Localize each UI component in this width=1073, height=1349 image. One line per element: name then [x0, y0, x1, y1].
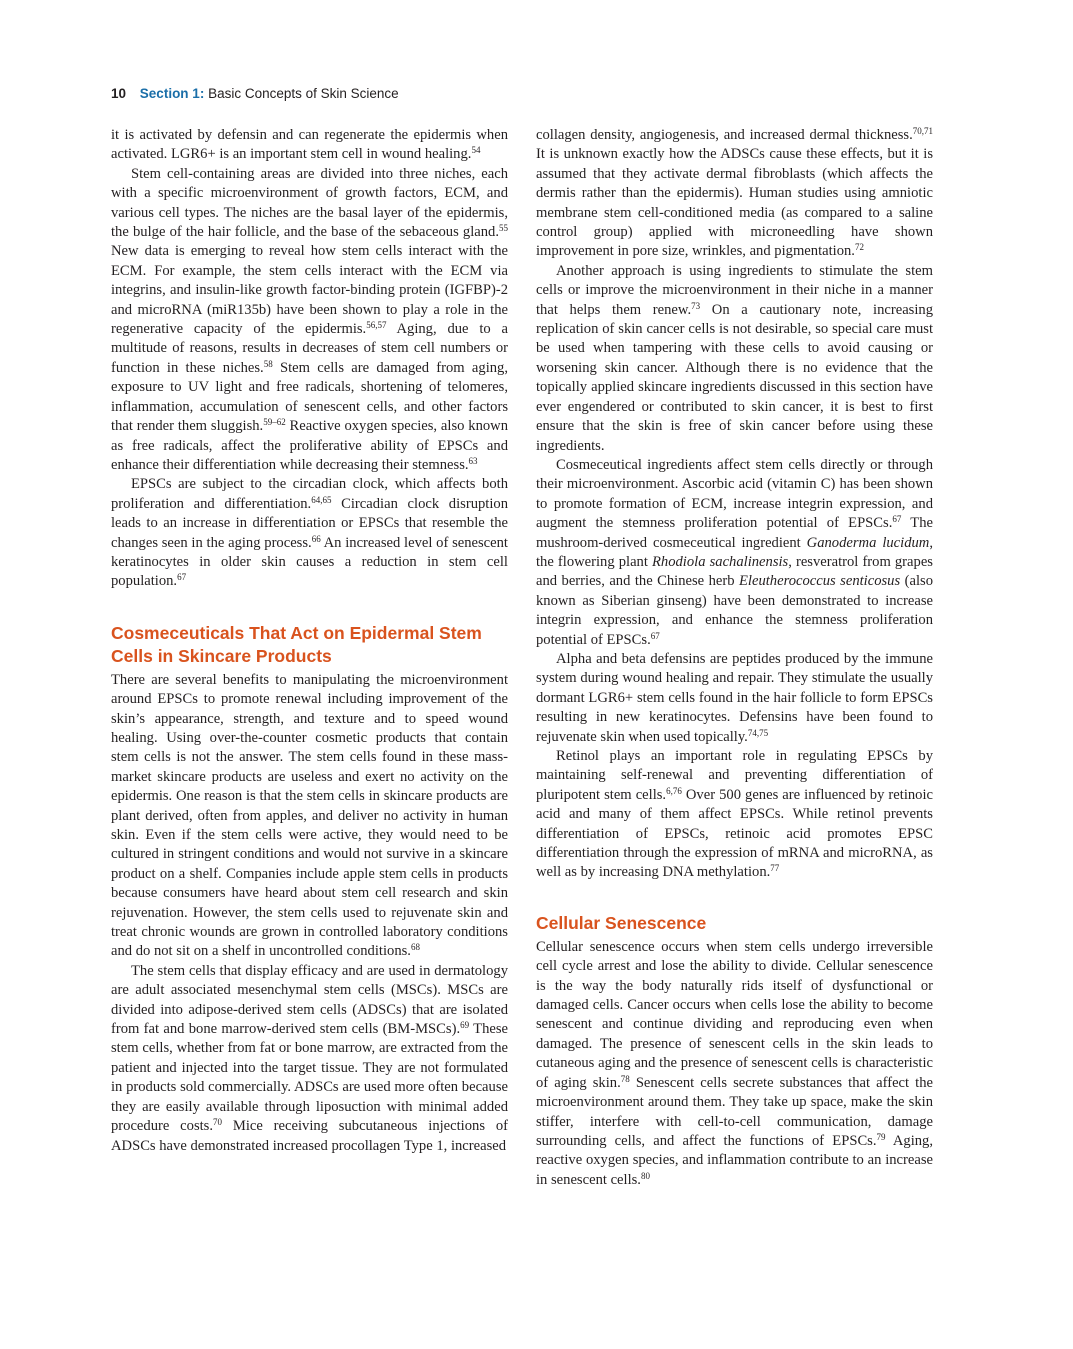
paragraph: Stem cell-containing areas are divided into three niches, each with a specific microenvironment of growth factors, ECM, and various cell types. The niches are the basal layer of the epidermis, the bulge of the hair follicle, and the base of the sebaceous gland.$^{55}$ New data is emerging to reveal how stem cells interact with the ECM. For example, the stem cells interact with the ECM via integrins, and insulin-like growth factor-binding protein (IGFBP)-2 and microRNA (miR135b) have been shown to play a role in the regenerative capacity of the epidermis.$^{56,57}$ Aging, due to a multitude of reasons, results in decreases of stem cell numbers or function in these niches.$^{58}$ Stem cells are damaged from aging, exposure to UV light and free radicals, shortening of telomeres, inflammation, accumulation of senescent cells, and other factors that render them sluggish.$^{59-62}$ Reactive oxygen species, also known as free radicals, affect the proliferative ability of EPSCs and enhance their differentiation while decreasing their stemness.$^{63}$	[111, 165, 509, 473]
paragraph: The stem cells that display efficacy and are used in dermatology are adult associated mesenchymal stem cells (MSCs). MSCs are divided into adipose-derived stem cells (ADSCs) that are isolated from fat and bone marrow-derived stem cells (BM-MSCs).$^{69}$ These stem cells, whether from fat or bone marrow, are extracted from the patient and injected into the target tissue. They are not formulated in products sold commercially. ADSCs are used more often because they are easily available through liposuction with minimal added procedure costs.$^{70}$ Mice receiving subcutaneous injections of ADSCs have demonstrated increased procollagen Type 1, increased	[111, 962, 508, 1154]
citation: 78	[620, 1073, 630, 1084]
page-number: 10	[111, 86, 127, 101]
citation: 70,71	[912, 126, 933, 136]
paragraph: collagen density, angiogenesis, and increased dermal thickness.$^{70,71}$ It is unknown exactly how the ADSCs cause these effects, but it is assumed that they activate dermal fibroblasts (which affects the dermis rather than the epidermis). Human studies using amniotic membrane stem cell-conditioned media (as compared to a saline control group) applied with microneedling have shown improvement in pore size, wrinkles, and pigmentation.$^{72}$	[536, 126, 933, 260]
paragraph: There are several benefits to manipulating the microenvironment around EPSCs to promote renewal including improvement of the skin’s appearance, strength, and texture and to speed wound healing. Using over-the-counter cosmetic products that contain stem cells is not the answer. The stem cells found in these mass-market skincare products are useless and exert no activity on the epidermis. One reason is that the stem cells in skincare products are plant derived, often from apples, and deliver no activity in human skin. Even if the stem cells were active, they would need to be cultured in stringent conditions and would not survive in a skincare product on a shelf. Companies include apple stem cells in products because consumers have heard about stem cell research and skin rejuvenation. However, the stem cells used to rejuvenate skin and treat chronic wounds are grown in controlled laboratory conditions and do not sit on a shelf in uncontrolled conditions.$^{68}$	[111, 671, 508, 960]
citation: 6,76	[666, 785, 682, 796]
citation: 67	[650, 630, 660, 641]
citation: 55	[499, 223, 508, 234]
paragraph: Cosmeceutical ingredients affect stem cells directly or through their microenvironment. Ascorbic acid (vitamin C) has been shown to promote formation of ECM, increase integrin expression, and augment the stemness proliferation potential of EPSCs.$^{67}$ The mushroom-derived cosmeceutical ingredient Ganoderma lucidum, the flowering plant Rhodiola sachalinensis, resveratrol from grapes and berries, and the Chinese herb Eleutherococcus senticosus (also known as Siberian ginseng) have been demonstrated to increase integrin expression, and enhance the stemness proliferation potential of EPSCs.$^{67}$	[536, 456, 933, 648]
citation: 72	[854, 242, 864, 253]
citation: 59–62	[263, 417, 286, 428]
citation: 64,65	[311, 494, 332, 505]
paragraph: Retinol plays an important role in regulating EPSCs by maintaining self-renewal and preventing differentiation of pluripotent stem cells.$^{6,76}$ Over 500 genes are influenced by retinoic acid and many of them affect EPSCs. While retinol prevents differentiation of EPSCs, retinoic acid promotes EPSC differentiation through the expression of mRNA and microRNA, as well as by increasing DNA methylation.$^{77}$	[536, 748, 934, 881]
citation: 74,75	[747, 727, 769, 738]
citation: 66	[311, 533, 321, 544]
citation: 70	[213, 1117, 223, 1128]
citation: 56,57	[366, 320, 387, 331]
citation: 73	[691, 300, 701, 311]
running-header	[111, 86, 399, 101]
citation: 54	[471, 145, 481, 156]
citation: 69	[460, 1020, 470, 1031]
left-column	[111, 126, 508, 1156]
paragraph: it is activated by defensin and can regenerate the epidermis when activated. LGR6+ is an important stem cell in wound healing.$^{54}$	[111, 127, 508, 163]
species-name: Eleutherococcus senticosus	[739, 573, 901, 590]
citation: 67	[177, 572, 187, 583]
paragraph: Alpha and beta defensins are peptides produced by the immune system during wound healing and repair. They stimulate the usually dormant LGR6+ stem cells found in the hair follicle to form EPSCs resulting in new keratinocytes. Defensins have been found to rejuvenate skin when used topically.$^{74,75}$	[536, 650, 933, 745]
species-name: Ganoderma lucidum	[806, 534, 930, 551]
species-name: Rhodiola sachalinensis	[652, 553, 789, 570]
citation: 67	[892, 514, 902, 525]
paragraph: Cellular senescence occurs when stem cells undergo irreversible cell cycle arrest and lose the ability to divide. Cellular senescence is the way the body naturally rids itself of dysfunctional or damaged cells. Cancer occurs when cells lose the ability to become senescent and continue dividing and reproducing even when damaged. The presence of senescent cells in the skin leads to cutaneous aging and the presence of senescent cells is characteristic of aging skin.$^{78}$ Senescent cells secrete substances that affect the microenvironment around them. They take up space, make the skin stiffer, interfere with cell-to-cell communication, damage surrounding cells, and affect the functions of EPSCs.$^{79}$ Aging, reactive oxygen species, and inflammation contribute to an increase in senescent cells.$^{80}$	[536, 938, 933, 1188]
paragraph: Another approach is using ingredients to stimulate the stem cells or improve the microenvironment in their niche in a manner that helps them renew.$^{73}$ On a cautionary note, increasing replication of skin cancer cells is not desirable, so special care must be used when tampering with these cells to avoid causing or worsening skin cancer. Although there is no evidence that the topically applied skincare ingredients discussed in this section have ever engendered or contributed to skin cancer, it is best to first ensure that the skin is free of skin cancer before using these ingredients.	[536, 262, 934, 454]
section-heading: Cellular Senescence	[536, 912, 707, 933]
right-column	[536, 126, 933, 1190]
section-label: Section 1:	[139, 86, 205, 101]
section-heading: Cosmeceuticals That Act on Epidermal Stem Cells in Skincare Products	[111, 622, 482, 666]
citation: 79	[876, 1131, 886, 1142]
citation: 77	[770, 863, 780, 874]
paragraph: EPSCs are subject to the circadian clock, which affects both proliferation and differentiation.$^{64,65}$ Circadian clock disruption leads to an increase in differentiation or EPSCs that resemble the changes seen in the aging process.$^{66}$ An increased level of senescent keratinocytes in older skin causes a reduction in stem cell population.$^{67}$	[111, 476, 508, 590]
citation: 68	[410, 942, 420, 953]
section-title: Basic Concepts of Skin Science	[208, 86, 399, 101]
citation: 80	[640, 1170, 650, 1181]
citation: 63	[468, 455, 478, 466]
citation: 58	[263, 358, 273, 369]
